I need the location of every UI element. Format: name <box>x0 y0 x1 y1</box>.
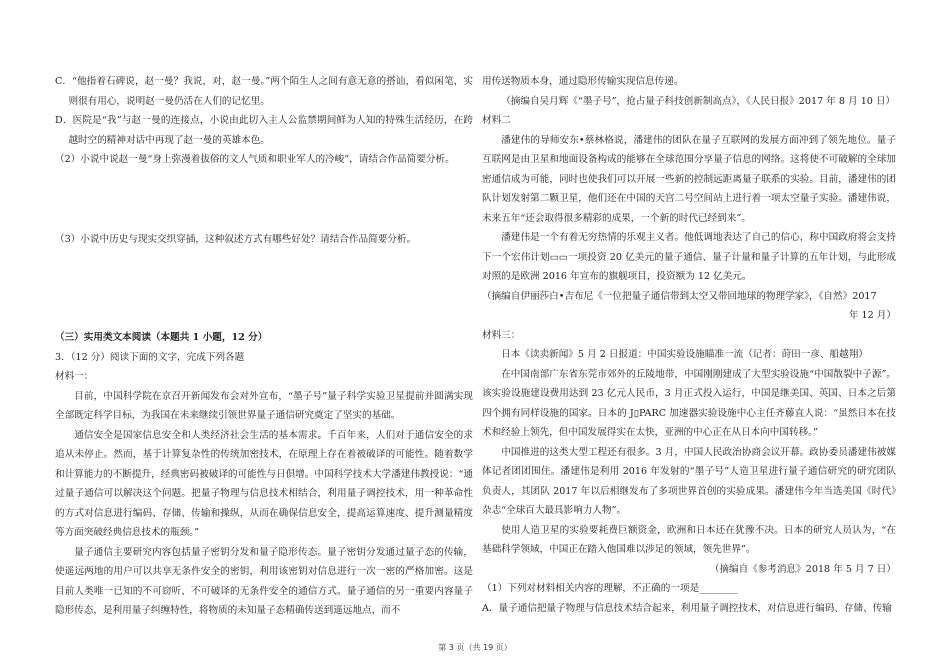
paragraph: 在中国南部广东省东莞市郊外的丘陵地带，中国刚刚建成了大型实验设施“中国散裂中子源”。该实验设施建设费用达到 23 亿元人民币，3 月正式投入运行，中国是继美国、英国、日本之后第四个拥有同样设施的国家。日本的 J▯PARC 加速器实验设施中心主任齐藤直人说：“虽然日本在技术和经验上领先，但中国发展得实在太快，亚洲的中心正在从日本向中国转移。” <box>482 368 896 438</box>
material-3-label: 材料三： <box>482 329 521 341</box>
paragraph: 潘建伟是一个有着无穷热情的乐观主义者。他低调地表达了自己的信心，称中国政府将会支持下一个宏伟计划▭▭一项投资 20 亿美元的量子通信、量子计量和量子计算的五年计划，与此形成对照的是欧洲 2016 年宣布的旗舰项目，投资额为 12 亿美元。 <box>482 232 896 282</box>
material-2-label: 材料二 <box>482 115 511 126</box>
paragraph: 中国推进的这类大型工程还有很多。3 月，中国人民政治协商会议开幕。政协委员潘建伟被媒体记者团团围住。潘建伟是利用 2016 年发射的“墨子号”人造卫星进行量子通信研究的研究团队负责人，其团队 2017 年以后相继发布了多项世界首创的实验成果。潘建伟今年当选美国《时代》杂志“全球百大最具影响力人物”。 <box>482 446 896 516</box>
material-1-label: 材料一： <box>55 371 94 382</box>
question-header: 3．（12 分）阅读下面的文字，完成下列各题 <box>55 351 245 363</box>
sub-question-1: （1）下列对材料相关内容的理解，不正确的一项是________ <box>482 583 738 594</box>
page-number: 第 3 页（共 19 页） <box>438 643 512 652</box>
question-3: （3）小说中历史与现实交织穿插，这种叙述方式有哪些好处？请结合作品简要分析。 <box>55 233 417 245</box>
paragraph: 通信安全是国家信息安全和人类经济社会生活的基本需求。千百年来，人们对于通信安全的求追从未停止。然而，基于计算复杂性的传统加密技术，在原理上存在着被破译的可能性。随着数学和计算能力的不断提升，经典密码被破译的可能性与日俱增。中国科学技术大学潘建伟教授说：“通过量子通信可以解决这个问题。把量子物理与信息技术相结合，利用量子调控技术，用一种革命性的方式对信息进行编码、存储、传输和操纵，从而在确保信息安全，提高运算速度、提升测量精度等方面突破经典信息技术的瓶颈。” <box>55 429 473 538</box>
section-heading: （三）实用类文本阅读（本题共 1 小题，12 分） <box>55 332 268 343</box>
option-d: D．医院是“我”与赵一曼的连接点，小说由此切入主人公监禁期间鲜为人知的特殊生活经历，在跨越时空的精神对话中再现了赵一曼的英雄本色。 <box>55 115 473 146</box>
option-c: C．“他指着石碑说，赵一曼？我说，对，赵一曼。”两个陌生人之间有意无意的搭讪，看似闲笔，实则很有用心，说明赵一曼仍活在人们的记忆里。 <box>55 76 473 107</box>
paragraph: 潘建伟的导师安东•蔡林格说，潘建伟的团队在量子互联网的发展方面冲到了领先地位。量子互联网是由卫星和地面设备构成的能够在全球范围分享量子信息的网络。这将使不可破解的全球加密通信成为可能，同时也使我们可以开展一些新的控制远距离量子联系的实验。目前，潘建伟的团队计划发射第二颗卫星，他们还在中国的天宫二号空间站上进行着一项太空量子实验。潘建伟说，未来五年“还会取得很多精彩的成果，一个新的时代已经到来”。 <box>482 134 896 224</box>
answer-space <box>55 170 473 230</box>
paragraph: 目前，中国科学院在京召开新闻发布会对外宣布，“墨子号”量子科学实验卫星提前并圆满实现全部既定科学目标，为我国在未来继续引领世界量子通信研究奠定了坚实的基础。 <box>55 390 473 421</box>
source-citation: （摘编自吴月辉《“墨子号”，抢占量子科技创新制高点》，《人民日报》2017 年 8 月 10 日） <box>501 95 896 107</box>
question-2: （2）小说中说赵一曼“身上弥漫着拔俗的文人气质和职业军人的冷峻”，请结合作品简要分析。 <box>55 154 455 165</box>
source-citation-end: 年 12 月） <box>848 310 896 321</box>
option-a: A．量子通信把量子物理与信息技术结合起来，利用量子调控技术，对信息进行编码、存储、传输 <box>482 602 892 614</box>
right-column <box>482 72 896 618</box>
source-citation: （摘编自伊丽莎白•吉布尼《一位把量子通信带到太空又带回地球的物理学家》，《自然》2017 <box>482 290 877 302</box>
paragraph: 量子通信主要研究内容包括量子密钥分发和量子隐形传态。量子密钥分发通过量子态的传输，使遥远两地的用户可以共享无条件安全的密钥，利用该密钥对信息进行一次一密的严格加密。这是目前人类唯一已知的不可窃听、不可破译的无条件安全的通信方式。量子通信的另一重要内容量子隐形传态，是利用量子纠缠特性，将物质的未知量子态精确传送到遥远地点，而不 <box>55 546 473 616</box>
paragraph: 用传送物质本身，通过隐形传输实现信息传递。 <box>482 76 684 87</box>
left-column <box>55 72 473 621</box>
source-citation: （摘编自《参考消息》2018 年 5 月 7 日） <box>709 563 896 575</box>
answer-space <box>55 249 473 328</box>
paragraph: 使用人造卫星的实验要耗费巨额资金，欧洲和日本还在犹豫不决。日本的研究人员认为，“在基础科学领域，中国正在踏入他国难以涉足的领域，领先世界”。 <box>482 524 896 555</box>
paragraph: 日本《读卖新闻》5 月 2 日报道：中国实验设施瞄准一流（记者：莳田一彦、船越翔） <box>501 349 868 360</box>
